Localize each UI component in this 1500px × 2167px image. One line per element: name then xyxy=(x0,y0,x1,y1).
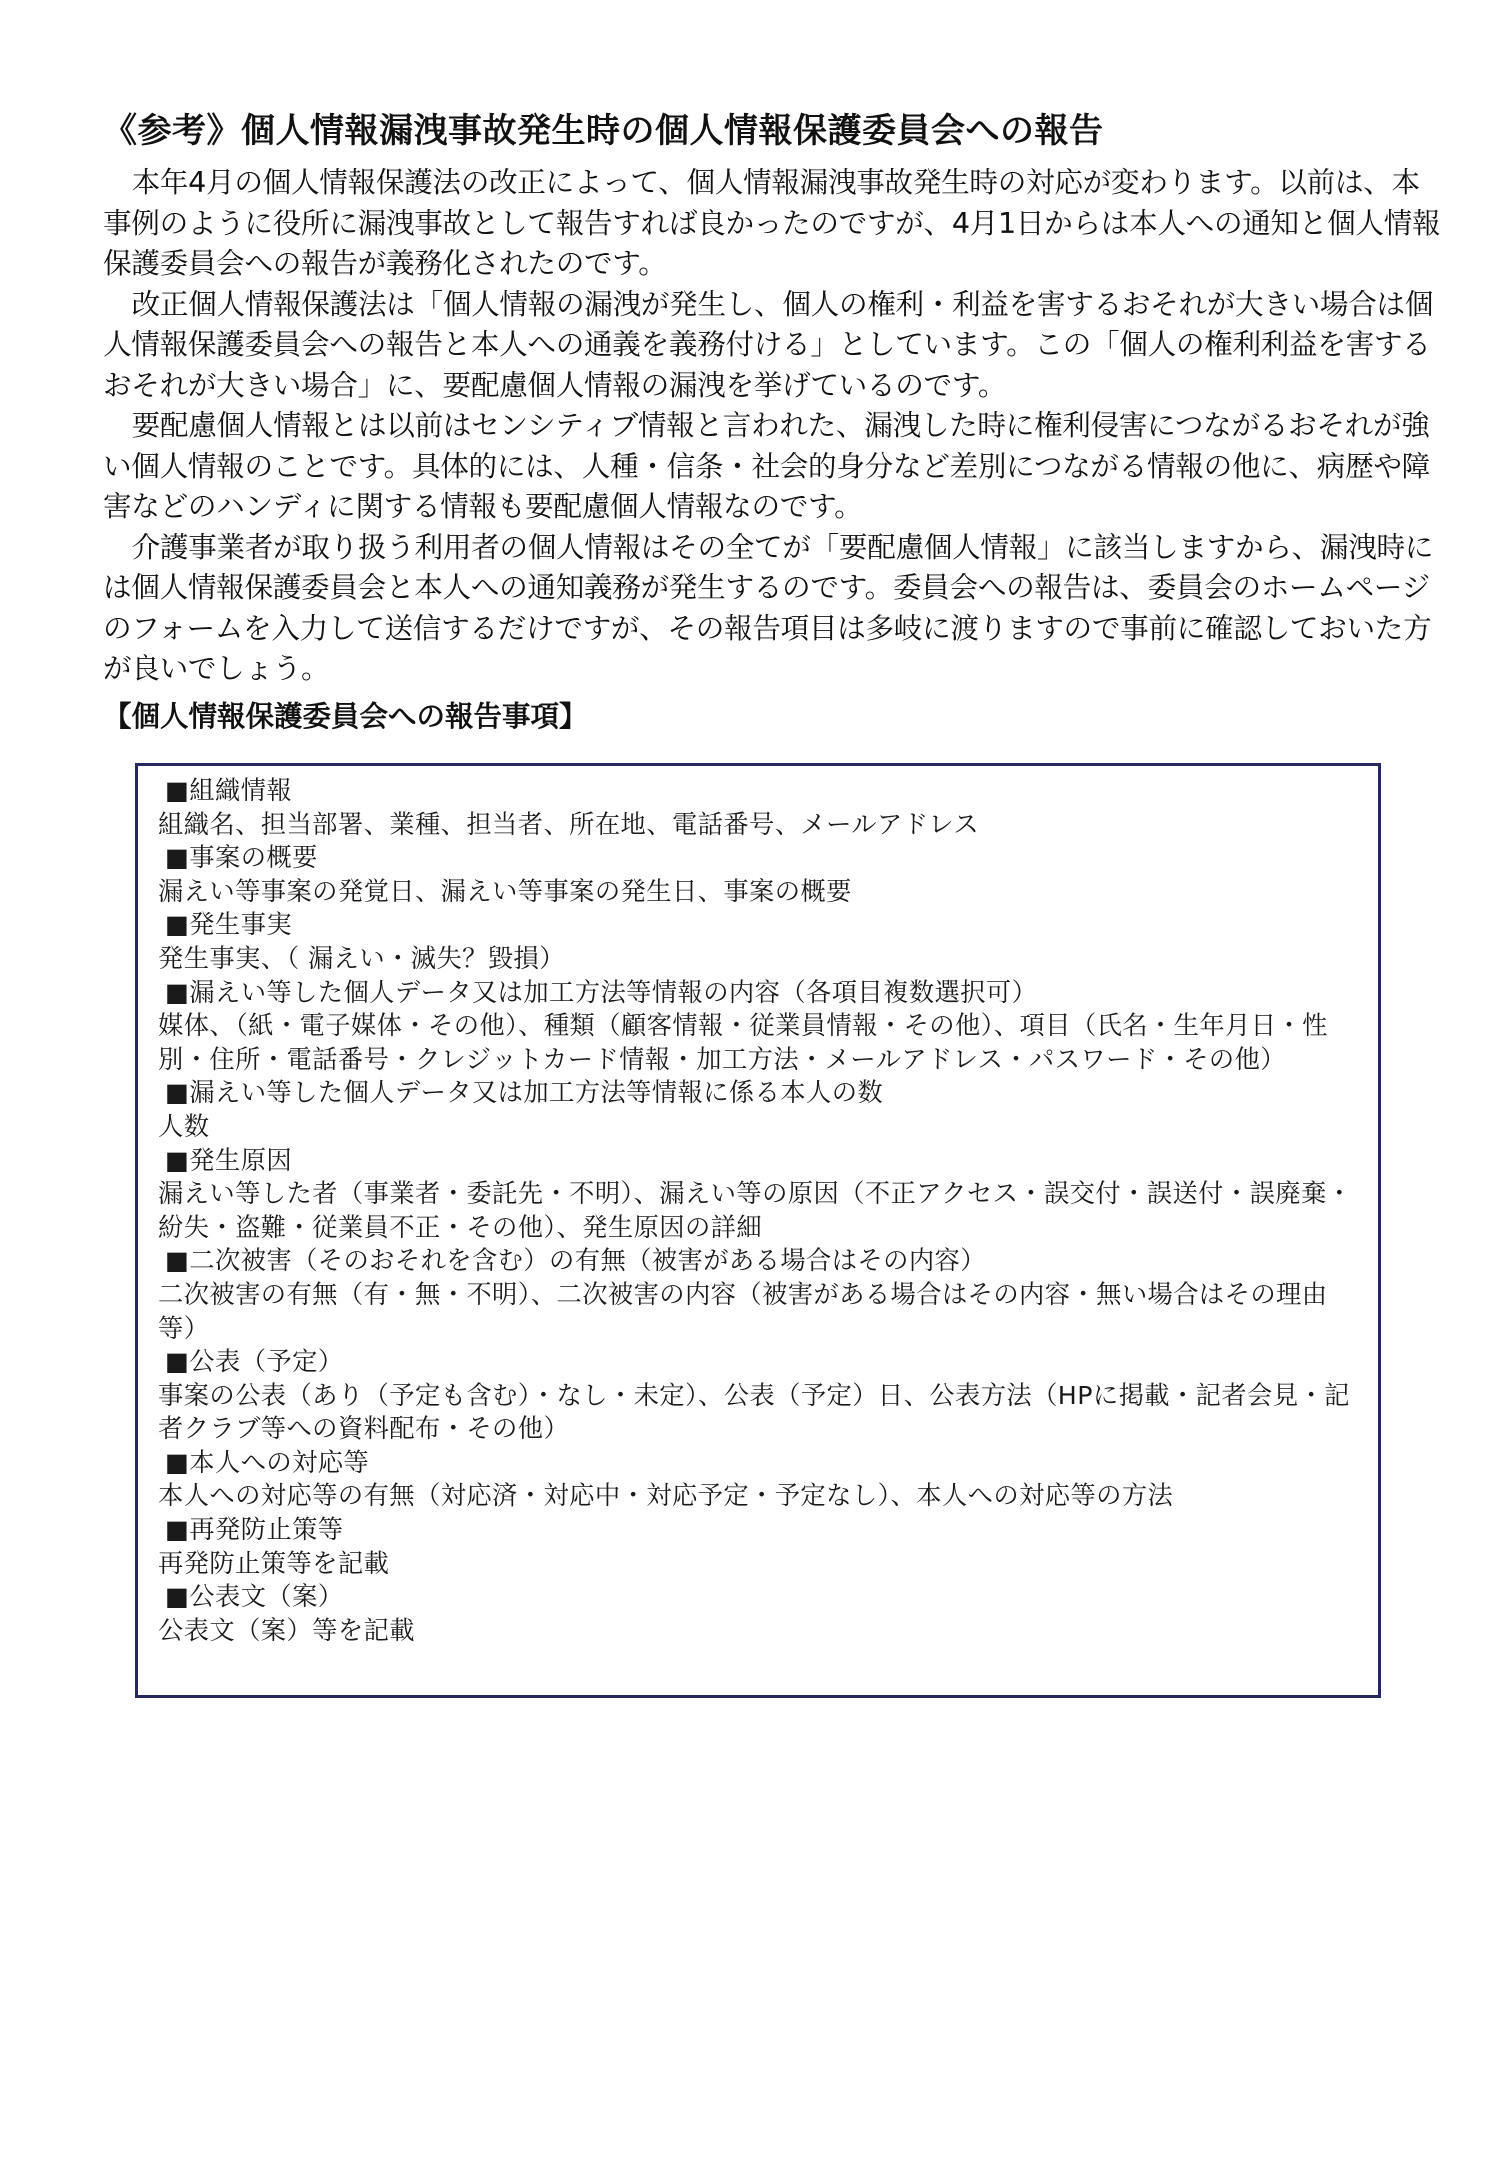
report-item-heading: ■漏えい等した個人データ又は加工方法等情報に係る本人の数 xyxy=(165,1078,884,1108)
report-item-detail: 媒体、（紙・電子媒体・その他）、種類（顧客情報・従業員情報・その他）、項目（氏名・生年月日・性別・住所・電話番号・クレジットカード情報・加工方法・メールアドレス・パスワード・その他） xyxy=(158,1011,1328,1074)
report-item-heading: ■発生原因 xyxy=(165,1145,293,1175)
report-item-heading: ■再発防止策等 xyxy=(165,1515,344,1545)
report-item-heading: ■公表（予定） xyxy=(165,1347,344,1377)
paragraph: 改正個人情報保護法は「個人情報の漏洩が発生し、個人の権利・利益を害するおそれが大きい場合は個人情報保護委員会への報告と本人への通義を義務付ける」としています。この「個人の権利利益を害するおそれが大きい場合」に、要配慮個人情報の漏洩を挙げているのです。 xyxy=(103,286,1434,402)
report-item-detail: 公表文（案）等を記載 xyxy=(158,1615,415,1645)
report-item-detail: 二次被害の有無（有・無・不明）、二次被害の内容（被害がある場合はその内容・無い場合はその理由等） xyxy=(158,1279,1328,1343)
report-item-heading: ■組織情報 xyxy=(165,776,293,805)
report-item-detail: 再発防止策等を記載 xyxy=(158,1548,390,1578)
report-items-box xyxy=(135,763,1381,1698)
paragraph: 本年4月の個人情報保護法の改正によって、個人情報漏洩事故発生時の対応が変わります。以前は、本事例のように役所に漏洩事故として報告すれば良かったのですが、4月1日からは本人への通知と個人情報保護委員会への報告が義務化されたのです。 xyxy=(103,165,1441,280)
paragraph: 介護事業者が取り扱う利用者の個人情報はその全てが「要配慮個人情報」に該当しますから、漏洩時には個人情報保護委員会と本人への通知義務が発生するのです。委員会への報告は、委員会のホームページのフォームを入力して送信するだけですが、その報告項目は多岐に渡りますので事前に確認しておいた方が良いでしょう。 xyxy=(103,529,1434,685)
report-items-list xyxy=(158,774,1358,1647)
report-item-heading: ■発生事実 xyxy=(165,910,293,940)
report-item-heading: ■事案の概要 xyxy=(165,843,318,873)
report-item-heading: ■漏えい等した個人データ又は加工方法等情報の内容（各項目複数選択可） xyxy=(165,977,1038,1007)
report-item-heading: ■公表文（案） xyxy=(165,1582,344,1612)
paragraph: 要配慮個人情報とは以前はセンシティブ情報と言われた、漏洩した時に権利侵害につながるおそれが強い個人情報のことです。具体的には、人種・信条・社会的身分など差別につながる情報の他に、病歴や障害などのハンディに関する情報も要配慮個人情報なのです。 xyxy=(103,408,1430,523)
section-heading: 【個人情報保護委員会への報告事項】 xyxy=(103,700,588,733)
report-item-detail: 本人への対応等の有無（対応済・対応中・対応予定・予定なし）、本人への対応等の方法 xyxy=(158,1481,1174,1511)
report-item-detail: 漏えい等した者（事業者・委託先・不明）、漏えい等の原因（不正アクセス・誤交付・誤送付・誤廃棄・紛失・盗難・従業員不正・その他）、発生原因の詳細 xyxy=(158,1179,1353,1242)
report-item-detail: 発生事実、（ 漏えい・滅失？毀損） xyxy=(158,943,565,973)
page-title: 《参考》個人情報漏洩事故発生時の個人情報保護委員会への報告 xyxy=(103,111,1104,151)
report-item-heading: ■本人への対応等 xyxy=(165,1447,370,1477)
report-item-detail: 人数 xyxy=(158,1111,210,1141)
report-item-detail: 事案の公表（あり（予定も含む）・なし・未定）、公表（予定）日、公表方法（HPに掲載・記者会見・記者クラブ等への資料配布・その他） xyxy=(158,1380,1350,1444)
report-item-detail: 組織名、担当部署、業種、担当者、所在地、電話番号、メールアドレス xyxy=(158,809,980,839)
report-item-heading: ■二次被害（そのおそれを含む）の有無（被害がある場合はその内容） xyxy=(165,1246,986,1276)
body-text xyxy=(103,162,1443,689)
report-item-detail: 漏えい等事案の発覚日、漏えい等事案の発生日、事案の概要 xyxy=(158,876,852,906)
